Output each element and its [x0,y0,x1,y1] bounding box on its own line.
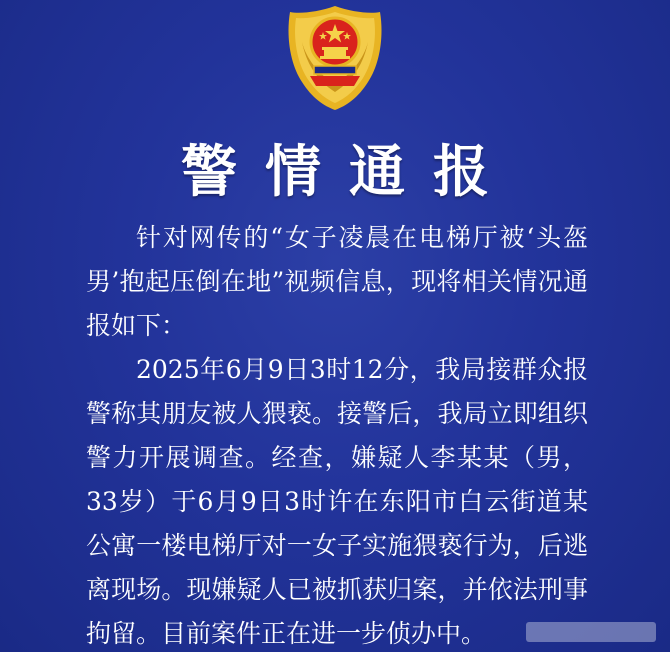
notice-title: 警情通报 [181,140,517,205]
notice-paragraph: 针对网传的“女子凌晨在电梯厅被‘头盔男’抱起压倒在地”视频信息，现将相关情况通报如下： [86,223,588,340]
watermark-blur [526,622,656,642]
police-emblem-icon [280,2,390,112]
notice-paragraph: 2025年6月9日3时12分，我局接群众报警称其朋友被人猥亵。接警后，我局立即组织警力开展调查。经查，嫌疑人李某某（男，33岁）于6月9日3时许在东阳市白云街道某公寓一楼电梯厅对一女子实施猥亵行为，后逃离现场。现嫌疑人已被抓获归案，并依法刑事拘留。目前案件正在进一步侦办中。 [86,355,588,648]
notice-body [86,216,588,652]
